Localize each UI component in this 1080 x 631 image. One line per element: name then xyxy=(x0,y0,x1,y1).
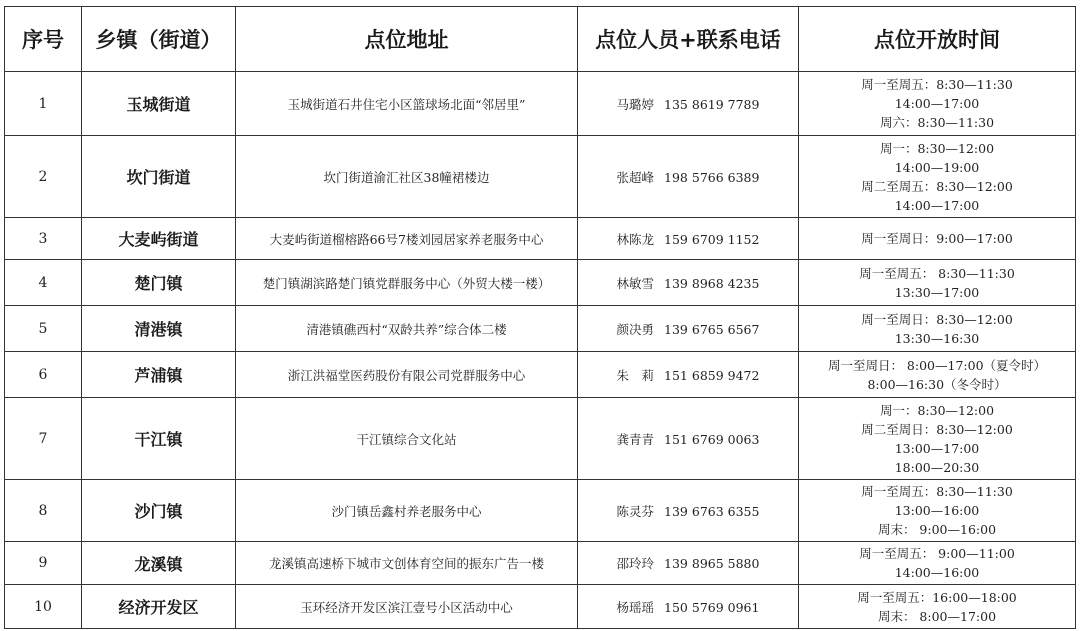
row-number: 10 xyxy=(5,585,82,629)
opening-hours-line: 周一至周五： 9:00—11:00 xyxy=(859,546,1015,561)
row-number: 9 xyxy=(5,542,82,585)
row-number: 5 xyxy=(5,306,82,352)
opening-hours-cell xyxy=(799,585,1076,629)
town-name: 清港镇 xyxy=(82,306,236,352)
opening-hours-line: 13:00—16:00 xyxy=(894,503,980,518)
contact-phone: 150 5769 0961 xyxy=(664,599,760,615)
point-address: 干江镇综合文化站 xyxy=(236,398,578,480)
contact-cell xyxy=(578,260,799,306)
opening-hours-cell xyxy=(799,218,1076,260)
contact-cell xyxy=(578,72,799,136)
table-row xyxy=(5,218,1076,260)
table-row xyxy=(5,72,1076,136)
town-name: 楚门镇 xyxy=(82,260,236,306)
point-address: 龙溪镇高速桥下城市文创体育空间的振东广告一楼 xyxy=(236,542,578,585)
opening-hours-line: 13:00—17:00 xyxy=(894,440,980,456)
contact-phone: 139 6763 6355 xyxy=(664,503,760,519)
town-name: 坎门街道 xyxy=(82,136,236,218)
contact-phone: 159 6709 1152 xyxy=(664,231,760,247)
contact-cell xyxy=(578,398,799,480)
table-row xyxy=(5,352,1076,398)
contact-name: 邵玲玲 xyxy=(616,556,655,571)
header-town: 乡镇（街道） xyxy=(82,7,236,72)
contact-name: 马璐婷 xyxy=(616,96,655,112)
contact-name: 颜决勇 xyxy=(616,321,655,337)
point-address: 清港镇礁西村“双龄共养”综合体二楼 xyxy=(236,306,578,352)
point-address: 沙门镇岳鑫村养老服务中心 xyxy=(236,480,578,542)
town-name: 经济开发区 xyxy=(82,585,236,629)
town-name: 玉城街道 xyxy=(82,72,236,136)
table-body xyxy=(5,72,1076,629)
opening-hours-line: 周六：8:30—11:30 xyxy=(879,115,995,130)
header-contact: 点位人员+联系电话 xyxy=(578,7,799,72)
opening-hours-cell xyxy=(799,72,1076,136)
point-address: 玉环经济开发区滨江壹号小区活动中心 xyxy=(236,585,578,629)
town-name: 沙门镇 xyxy=(82,480,236,542)
contact-cell xyxy=(578,480,799,542)
opening-hours-line: 14:00—16:00 xyxy=(894,565,980,580)
contact-phone: 139 8968 4235 xyxy=(664,275,760,291)
opening-hours-line: 14:00—17:00 xyxy=(894,197,980,213)
point-address: 大麦屿街道榴榕路66号7楼刘园居家养老服务中心 xyxy=(236,218,578,260)
opening-hours-line: 周末： 8:00—17:00 xyxy=(877,608,997,624)
row-number: 4 xyxy=(5,260,82,306)
contact-phone: 151 6769 0063 xyxy=(664,431,760,447)
opening-hours-cell xyxy=(799,136,1076,218)
contact-name: 杨瑶瑶 xyxy=(616,599,655,615)
point-address: 坎门街道渝汇社区38幢裙楼边 xyxy=(236,136,578,218)
opening-hours-line: 周一至周日：8:30—12:00 xyxy=(861,311,1013,327)
row-number: 7 xyxy=(5,398,82,480)
opening-hours-line: 8:00—16:30（冬令时） xyxy=(867,376,1007,392)
opening-hours-line: 18:00—20:30 xyxy=(894,459,980,475)
row-number: 1 xyxy=(5,72,82,136)
contact-cell xyxy=(578,218,799,260)
table-row xyxy=(5,260,1076,306)
opening-hours-line: 13:30—16:30 xyxy=(894,330,980,346)
row-number: 6 xyxy=(5,352,82,398)
opening-hours-line: 周一：8:30—12:00 xyxy=(879,402,995,418)
opening-hours-cell xyxy=(799,542,1076,585)
contact-phone: 139 8965 5880 xyxy=(664,556,760,571)
contact-phone: 151 6859 9472 xyxy=(664,367,760,383)
contact-name: 龚青青 xyxy=(616,431,655,447)
contact-phone: 135 8619 7789 xyxy=(664,96,760,112)
opening-hours-line: 周一至周五：8:30—11:30 xyxy=(861,484,1013,499)
opening-hours-line: 周一：8:30—12:00 xyxy=(879,140,995,156)
service-points-table xyxy=(4,6,1076,629)
table-row xyxy=(5,136,1076,218)
table-row xyxy=(5,480,1076,542)
point-address: 楚门镇湖滨路楚门镇党群服务中心（外贸大楼一楼） xyxy=(236,260,578,306)
opening-hours-cell xyxy=(799,306,1076,352)
table-row xyxy=(5,306,1076,352)
point-address: 玉城街道石井住宅小区篮球场北面“邻居里” xyxy=(236,72,578,136)
point-address: 浙江洪福堂医药股份有限公司党群服务中心 xyxy=(236,352,578,398)
contact-cell xyxy=(578,585,799,629)
table-row xyxy=(5,398,1076,480)
town-name: 龙溪镇 xyxy=(82,542,236,585)
contact-phone: 139 6765 6567 xyxy=(664,321,760,337)
header-no: 序号 xyxy=(5,7,82,72)
contact-cell xyxy=(578,542,799,585)
opening-hours-line: 周二至周日：8:30—12:00 xyxy=(861,421,1013,437)
opening-hours-line: 周一至周日： 8:00—17:00（夏令时） xyxy=(827,357,1047,373)
opening-hours-cell xyxy=(799,352,1076,398)
contact-name: 朱 莉 xyxy=(616,367,655,383)
opening-hours-line: 周一至周五：16:00—18:00 xyxy=(857,589,1017,605)
header-hours: 点位开放时间 xyxy=(799,7,1076,72)
table-row xyxy=(5,585,1076,629)
contact-cell xyxy=(578,352,799,398)
contact-cell xyxy=(578,136,799,218)
opening-hours-line: 周一至周日：9:00—17:00 xyxy=(861,231,1013,246)
contact-name: 林敏雪 xyxy=(616,275,655,291)
table-row xyxy=(5,542,1076,585)
opening-hours-line: 周二至周五：8:30—12:00 xyxy=(861,178,1013,194)
contact-cell xyxy=(578,306,799,352)
town-name: 干江镇 xyxy=(82,398,236,480)
opening-hours-cell xyxy=(799,398,1076,480)
opening-hours-line: 14:00—17:00 xyxy=(894,96,980,111)
contact-name: 林陈龙 xyxy=(616,231,655,247)
opening-hours-line: 周一至周五：8:30—11:30 xyxy=(861,77,1013,92)
opening-hours-line: 周一至周五： 8:30—11:30 xyxy=(859,265,1015,281)
header-row xyxy=(5,7,1076,72)
opening-hours-cell xyxy=(799,480,1076,542)
opening-hours-line: 13:30—17:00 xyxy=(894,284,980,300)
town-name: 芦浦镇 xyxy=(82,352,236,398)
contact-phone: 198 5766 6389 xyxy=(664,169,760,185)
contact-name: 张超峰 xyxy=(616,169,655,185)
contact-name: 陈灵芬 xyxy=(616,503,655,519)
town-name: 大麦屿街道 xyxy=(82,218,236,260)
row-number: 3 xyxy=(5,218,82,260)
opening-hours-line: 周末： 9:00—16:00 xyxy=(877,522,997,537)
header-address: 点位地址 xyxy=(236,7,578,72)
opening-hours-cell xyxy=(799,260,1076,306)
opening-hours-line: 14:00—19:00 xyxy=(894,159,980,175)
row-number: 2 xyxy=(5,136,82,218)
row-number: 8 xyxy=(5,480,82,542)
